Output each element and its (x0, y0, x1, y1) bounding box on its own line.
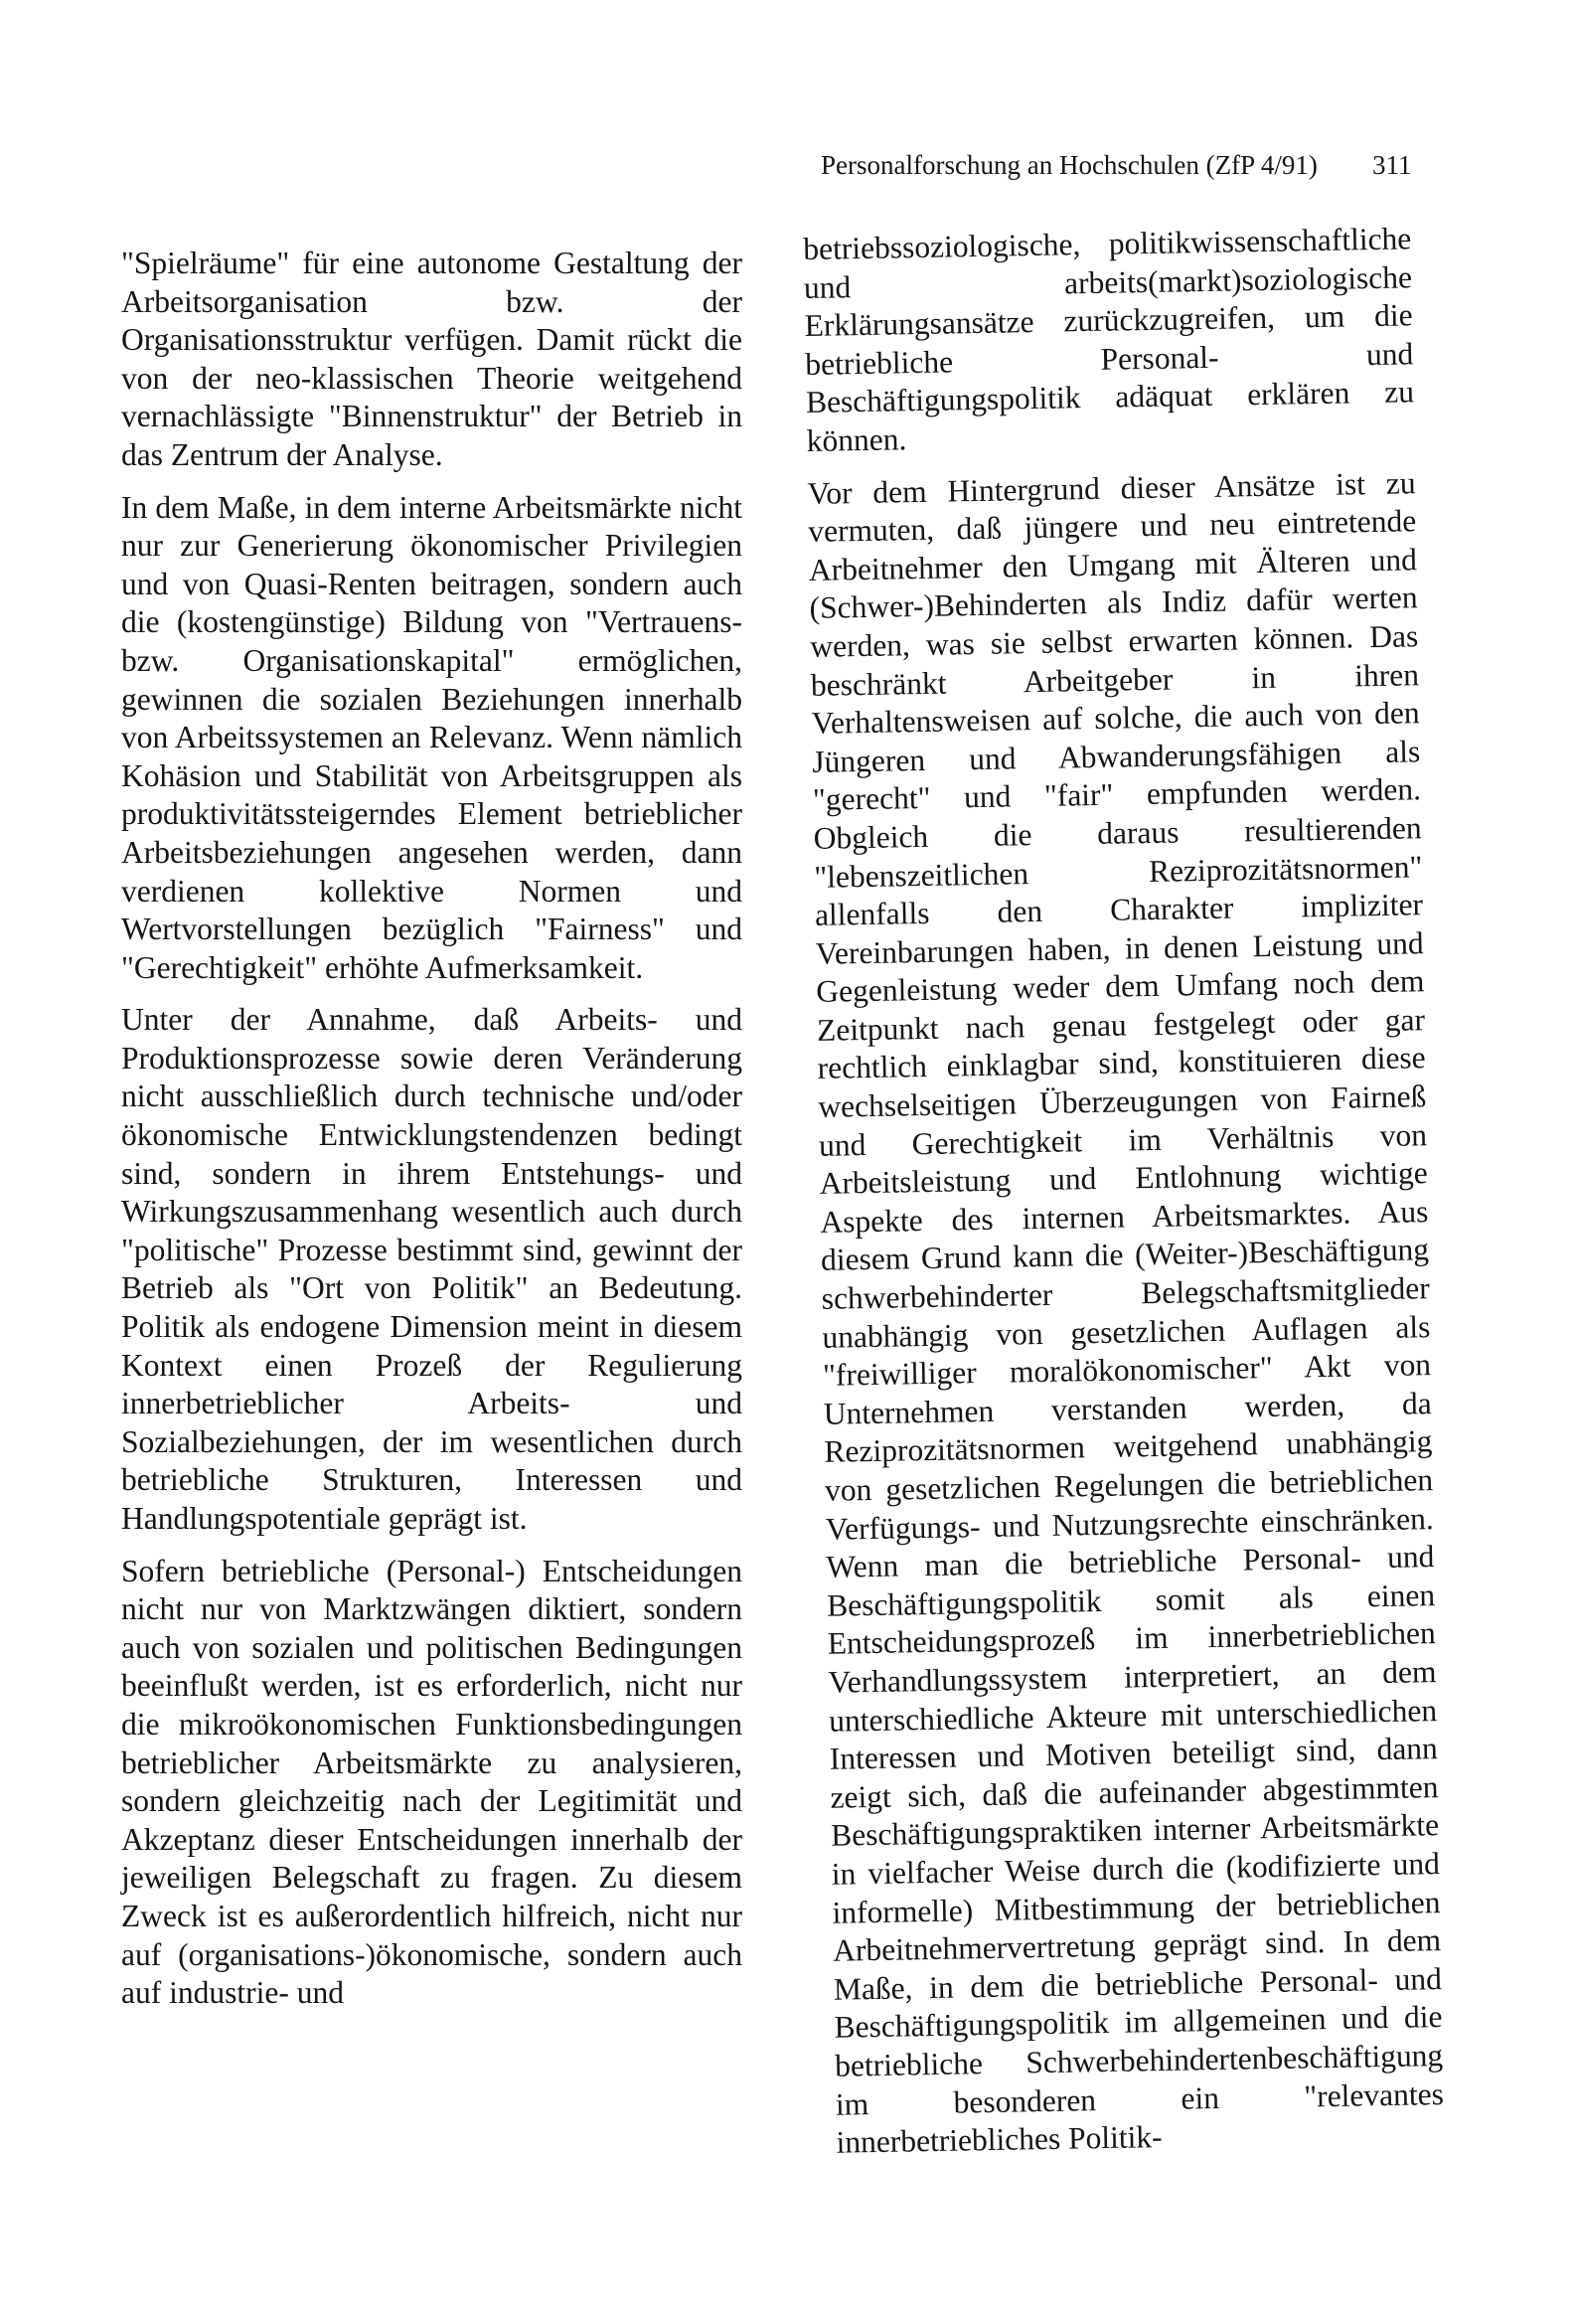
right-paragraph-1: betriebssoziologische, politikwissenschaftliche und arbeits(markt)soziologische Erklärungsansätze zurückzugreifen, um die betriebliche Personal- und Beschäftigungspolitik adäquat erklären zu können. (803, 221, 1415, 458)
right-column (803, 220, 1445, 2176)
page-number: 311 (1372, 150, 1412, 180)
left-paragraph-3: Unter der Annahme, daß Arbeits- und Produktionsprozesse sowie deren Veränderung nicht ausschließlich durch technische und/oder ökonomische Entwicklungstendenzen bedingt sind, sondern in ihrem Entstehungs- und Wirkungszusammenhang wesentlich auch durch "politische" Prozesse bestimmt sind, gewinnt der Betrieb als "Ort von Politik" an Bedeutung. Politik als endogene Dimension meint in diesem Kontext einen Prozeß der Regulierung innerbetrieblicher Arbeits- und Sozialbeziehungen, der im wesentlichen durch betriebliche Strukturen, Interessen und Handlungspotentiale geprägt ist. (121, 1002, 742, 1536)
left-paragraph-1: "Spielräume" für eine autonome Gestaltung der Arbeitsorganisation bzw. der Organisationsstruktur verfügen. Damit rückt die von der neo-klassischen Theorie weitgehend vernachlässigte "Binnenstruktur" der Betrieb in das Zentrum der Analyse. (121, 246, 742, 472)
left-column (121, 245, 742, 2027)
left-paragraph-4: Sofern betriebliche (Personal-) Entscheidungen nicht nur von Marktzwängen diktiert, sondern auch von sozialen und politischen Bedingungen beeinflußt werden, ist es erforderlich, nicht nur die mikroökonomischen Funktionsbedingungen betrieblicher Arbeitsmärkte zu analysieren, sondern gleichzeitig nach der Legitimität und Akzeptanz dieser Entscheidungen innerhalb der jeweiligen Belegschaft zu fragen. Zu diesem Zweck ist es außerordentlich hilfreich, nicht nur auf (organisations-)ökonomische, sondern auch auf industrie- und (121, 1553, 742, 2011)
running-title: Personalforschung an Hochschulen (ZfP 4/91) (821, 150, 1318, 180)
right-paragraph-2: Vor dem Hintergrund dieser Ansätze ist zu vermuten, daß jüngere und neu eintretende Arbeitnehmer den Umgang mit Älteren und (Schwer-)Behinderten als Indiz dafür werten werden, was sie selbst erwarten können. Das beschränkt Arbeitgeber in ihren Verhaltensweisen auf solche, die auch von den Jüngeren und Abwanderungsfähigen als "gerecht" und "fair" empfunden werden. Obgleich die daraus resultierenden "lebenszeitlichen Reziprozitätsnormen" allenfalls den Charakter impliziter Vereinbarungen haben, in denen Leistung und Gegenleistung weder dem Umfang noch dem Zeitpunkt nach genau festgelegt oder gar rechtlich einklagbar sind, konstituieren diese wechselseitigen Überzeugungen von Fairneß und Gerechtigkeit im Verhältnis von Arbeitsleistung und Entlohnung wichtige Aspekte des internen Arbeitsmarktes. Aus diesem Grund kann die (Weiter-)Beschäftigung schwerbehinderter Belegschaftsmitglieder unabhängig von gesetzlichen Auflagen als "freiwilliger moralökonomischer" Akt von Unternehmen verstanden werden, da Reziprozitätsnormen weitgehend unabhängig von gesetzlichen Regelungen die betrieblichen Verfügungs- und Nutzungsrechte einschränken. Wenn man die betriebliche Personal- und Beschäftigungspolitik somit als einen Entscheidungsprozeß im innerbetrieblichen Verhandlungssystem interpretiert, an dem unterschiedliche Akteure mit unterschiedlichen Interessen und Motiven beteiligt sind, dann zeigt sich, daß die aufeinander abgestimmten Beschäftigungspraktiken interner Arbeitsmärkte in vielfacher Weise durch die (kodifizierte und informelle) Mitbestimmung der betrieblichen Arbeitnehmervertretung geprägt sind. In dem Maße, in dem die betriebliche Personal- und Beschäftigungspolitik im allgemeinen und die betriebliche Schwerbehindertenbeschäftigung im besonderen ein "relevantes innerbetriebliches Politik- (807, 464, 1445, 2160)
left-paragraph-2: In dem Maße, in dem interne Arbeitsmärkte nicht nur zur Generierung ökonomischer Privilegien und von Quasi-Renten beitragen, sondern auch die (kostengünstige) Bildung von "Vertrauens- bzw. Organisationskapital" ermöglichen, gewinnen die sozialen Beziehungen innerhalb von Arbeitssystemen an Relevanz. Wenn nämlich Kohäsion und Stabilität von Arbeitsgruppen als produktivitätssteigerndes Element betrieblicher Arbeitsbeziehungen angesehen werden, dann verdienen kollektive Normen und Wertvorstellungen bezüglich "Fairness" und "Gerechtigkeit" erhöhte Aufmerksamkeit. (121, 489, 742, 985)
